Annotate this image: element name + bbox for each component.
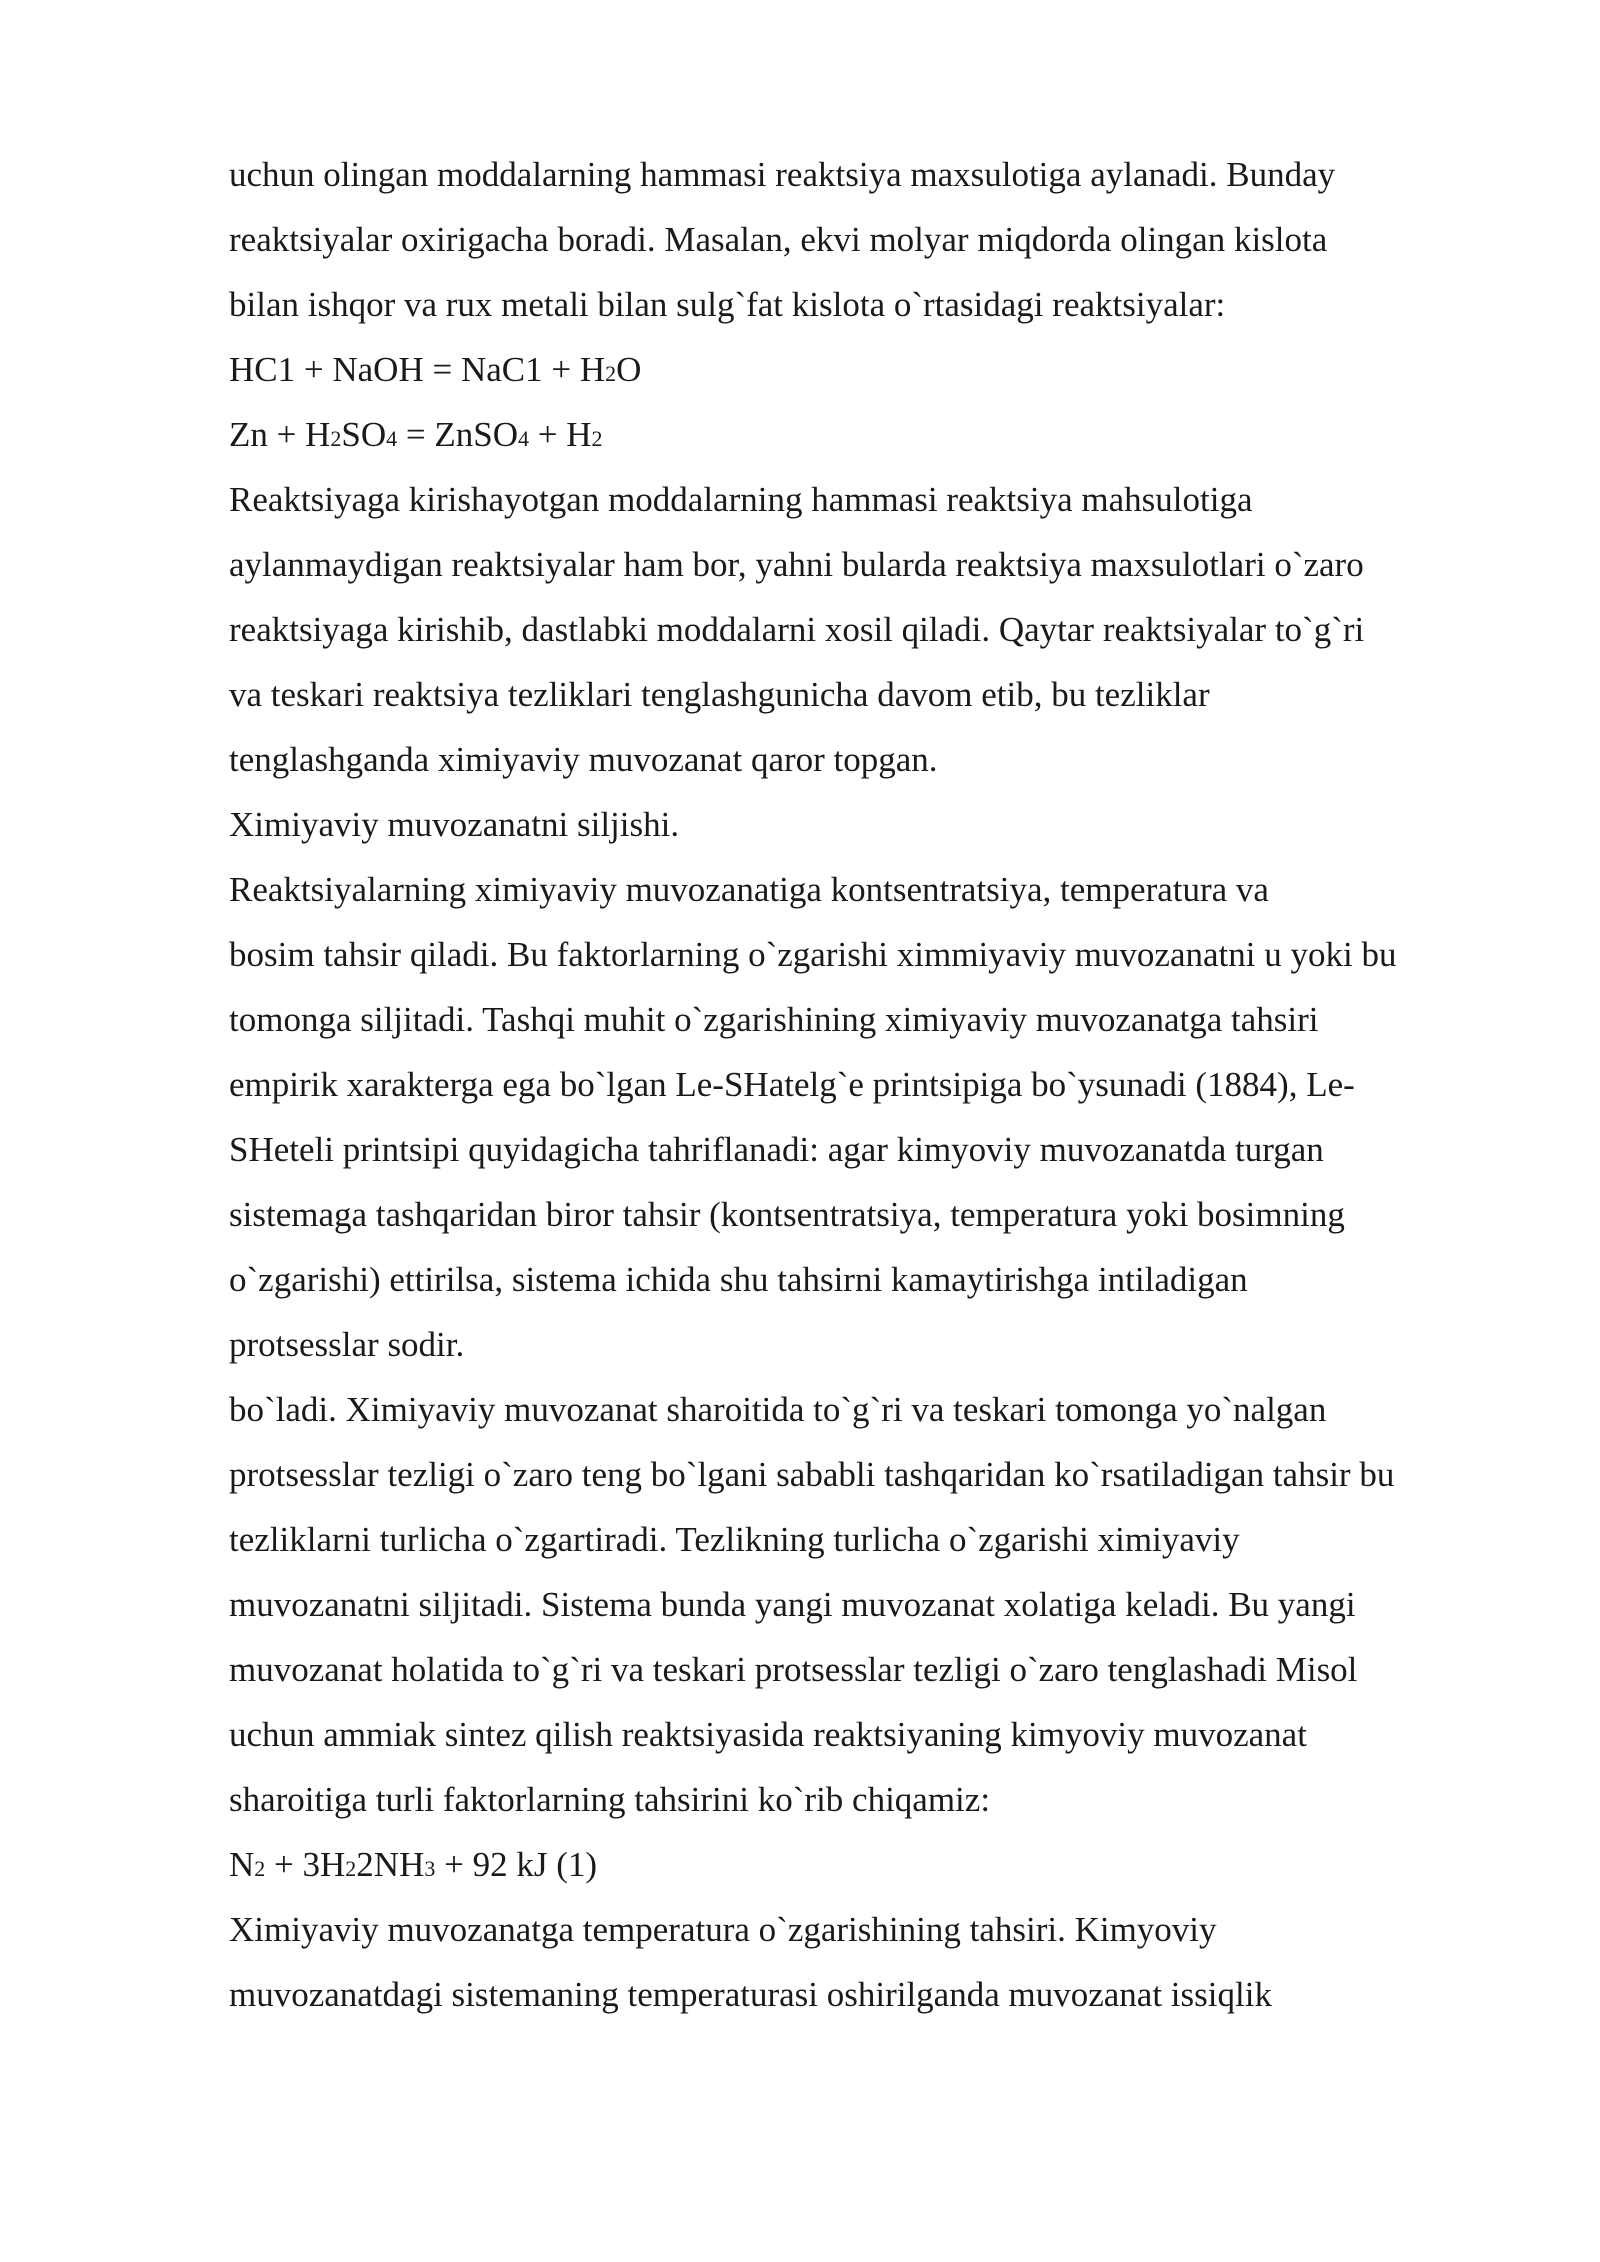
text-line: SHeteli printsipi quyidagicha tahriflanadi: agar kimyoviy muvozanatda turgan bbox=[229, 1130, 1324, 1169]
text-line: protsesslar tezligi o`zaro teng bo`lgani sababli tashqaridan ko`rsatiladigan tahsir bu bbox=[229, 1455, 1395, 1494]
text-line: protsesslar sodir. bbox=[229, 1325, 465, 1364]
text-line: muvozanatdagi sistemaning temperaturasi oshirilganda muvozanat issiqlik bbox=[229, 1975, 1272, 2014]
text-line: tomonga siljitadi. Tashqi muhit o`zgarishining ximiyaviy muvozanatga tahsiri bbox=[229, 1000, 1319, 1039]
text-line: o`zgarishi) ettirilsa, sistema ichida shu tahsirni kamaytirishga intiladigan bbox=[229, 1260, 1248, 1299]
text-line: tenglashganda ximiyaviy muvozanat qaror topgan. bbox=[229, 740, 938, 779]
text-line: sistemaga tashqaridan biror tahsir (kontsentratsiya, temperatura yoki bosimning bbox=[229, 1195, 1345, 1234]
section-heading: Ximiyaviy muvozanatni siljishi. bbox=[229, 805, 680, 844]
text-line: reaktsiyaga kirishib, dastlabki moddalarni xosil qiladi. Qaytar reaktsiyalar to`g`ri bbox=[229, 610, 1365, 649]
text-line: sharoitiga turli faktorlarning tahsirini ko`rib chiqamiz: bbox=[229, 1780, 991, 1819]
text-line: bilan ishqor va rux metali bilan sulg`fat kislota o`rtasidagi reaktsiyalar: bbox=[229, 285, 1226, 324]
text-line: uchun olingan moddalarning hammasi reaktsiya maxsulotiga aylanadi. Bunday bbox=[229, 155, 1336, 194]
text-line: tezliklarni turlicha o`zgartiradi. Tezlikning turlicha o`zgarishi ximiyaviy bbox=[229, 1520, 1240, 1559]
equation-hcl-naoh: HC1 + NaOH = NaC1 + H2O bbox=[229, 350, 642, 389]
text-line: uchun ammiak sintez qilish reaktsiyasida reaktsiyaning kimyoviy muvozanat bbox=[229, 1715, 1307, 1754]
text-line: empirik xarakterga ega bo`lgan Le-SHatelg`e printsipiga bo`ysunadi (1884), Le- bbox=[229, 1065, 1355, 1104]
text-line: Reaktsiyaga kirishayotgan moddalarning hammasi reaktsiya mahsulotiga bbox=[229, 480, 1253, 519]
text-line: reaktsiyalar oxirigacha boradi. Masalan, ekvi molyar miqdorda olingan kislota bbox=[229, 220, 1328, 259]
text-line: muvozanat holatida to`g`ri va teskari protsesslar tezligi o`zaro tenglashadi Misol bbox=[229, 1650, 1358, 1689]
text-line: muvozanatni siljitadi. Sistema bunda yangi muvozanat xolatiga keladi. Bu yangi bbox=[229, 1585, 1356, 1624]
text-line: bo`ladi. Ximiyaviy muvozanat sharoitida to`g`ri va teskari tomonga yo`nalgan bbox=[229, 1390, 1327, 1429]
body-text bbox=[229, 142, 1529, 2027]
text-line: va teskari reaktsiya tezliklari tenglashgunicha davom etib, bu tezliklar bbox=[229, 675, 1210, 714]
text-line: bosim tahsir qiladi. Bu faktorlarning o`zgarishi ximmiyaviy muvozanatni u yoki bu bbox=[229, 935, 1397, 974]
equation-ammonia-synthesis: N2 + 3H22NH3 + 92 kJ (1) bbox=[229, 1845, 598, 1884]
equation-zn-h2so4: Zn + H2SO4 = ZnSO4 + H2 bbox=[229, 415, 603, 454]
text-line: aylanmaydigan reaktsiyalar ham bor, yahni bularda reaktsiya maxsulotlari o`zaro bbox=[229, 545, 1364, 584]
text-line: Reaktsiyalarning ximiyaviy muvozanatiga kontsentratsiya, temperatura va bbox=[229, 870, 1269, 909]
text-line: Ximiyaviy muvozanatga temperatura o`zgarishining tahsiri. Kimyoviy bbox=[229, 1910, 1217, 1949]
